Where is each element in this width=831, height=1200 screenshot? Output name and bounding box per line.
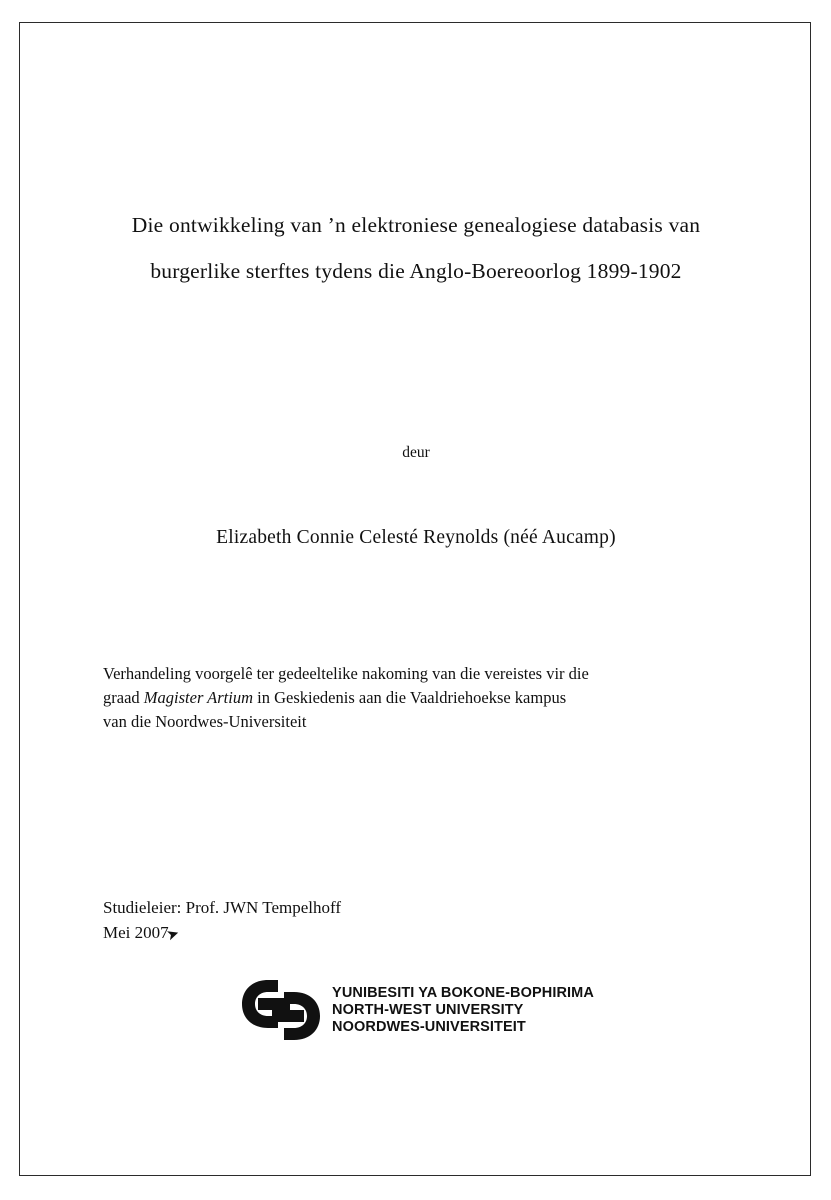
logo-text-line-1: YUNIBESITI YA BOKONE-BOPHIRIMA: [332, 984, 594, 1001]
degree-statement: [103, 662, 727, 734]
university-logo: [100, 974, 732, 1046]
byline-label: deur: [402, 444, 430, 461]
logo-wrapper: [238, 974, 594, 1046]
logo-text: [332, 985, 594, 1036]
statement-line-1: Verhandeling voorgelê ter gedeeltelike nakoming van die vereistes vir die: [103, 664, 589, 683]
supervisor-block: [103, 895, 727, 945]
statement-line-2-pre: graad: [103, 688, 144, 707]
title-line-1: Die ontwikkeling van ’n elektroniese genealogiese databasis van: [131, 213, 701, 237]
page-content: [100, 22, 732, 1176]
degree-name: Magister Artium: [143, 688, 254, 707]
logo-text-line-2: NORTH-WEST UNIVERSITY: [332, 1001, 524, 1018]
stray-pen-mark-icon: ➤: [164, 925, 182, 945]
supervisor-line: Studieleier: Prof. JWN Tempelhoff: [103, 898, 342, 917]
author-name: Elizabeth Connie Celesté Reynolds (néé Aucamp): [216, 527, 616, 548]
statement-line-2: [103, 686, 727, 710]
logo-text-line-3: NOORDWES-UNIVERSITEIT: [332, 1018, 526, 1035]
page-title: [100, 202, 732, 294]
title-line-2: burgerlike sterftes tydens die Anglo-Boereoorlog 1899-1902: [150, 259, 682, 283]
statement-line-3: van die Noordwes-Universiteit: [103, 712, 307, 731]
date-line: Mei 2007: [103, 923, 169, 942]
date-line-wrapper: [103, 920, 182, 945]
statement-line-2-post: in Geskiedenis aan die Vaaldriehoekse kampus: [253, 688, 567, 707]
nwu-logo-icon: [238, 974, 324, 1046]
